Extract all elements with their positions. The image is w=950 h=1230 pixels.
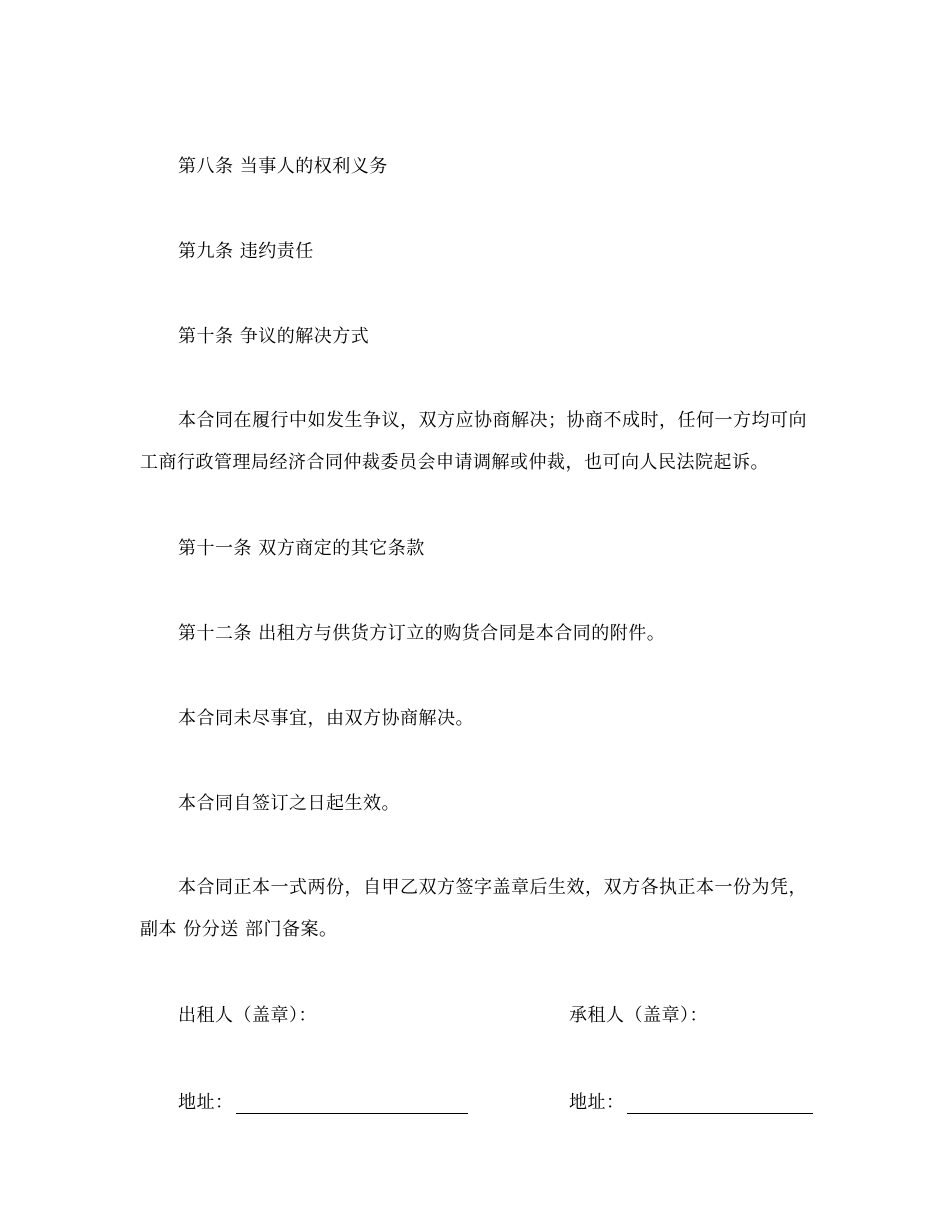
lessee-seal-label: 承租人（盖章）： (569, 1005, 708, 1026)
lessor-seal-label: 出租人（盖章）： (178, 1005, 317, 1026)
clause-8-heading: 第八条 当事人的权利义务 (178, 156, 388, 177)
lessor-address-label: 地址： (178, 1092, 234, 1113)
clause-10-heading: 第十条 争议的解决方式 (178, 326, 370, 347)
clause-11-heading: 第十一条 双方商定的其它条款 (178, 538, 425, 559)
lessor-address-blank (236, 1091, 468, 1114)
lessee-address-row (569, 1091, 813, 1114)
copies-text: 本合同正本一式两份，自甲乙双方签字盖章后生效，双方各执正本一份为凭，副本 份分送 部门备案。 (140, 877, 807, 940)
unfinished-matters-text: 本合同未尽事宜，由双方协商解决。 (178, 708, 474, 729)
lessor-address-row (178, 1091, 468, 1114)
clause-12-heading: 第十二条 出租方与供货方订立的购货合同是本合同的附件。 (178, 623, 666, 644)
lessee-address-label: 地址： (569, 1092, 625, 1113)
clause-9-heading: 第九条 违约责任 (178, 241, 314, 262)
effective-date-text: 本合同自签订之日起生效。 (178, 793, 400, 814)
lessee-address-blank (627, 1091, 813, 1114)
clause-10-body: 本合同在履行中如发生争议，双方应协商解决；协商不成时，任何一方均可向工商行政管理局经济合同仲裁委员会申请调解或仲裁，也可向人民法院起诉。 (140, 410, 807, 473)
